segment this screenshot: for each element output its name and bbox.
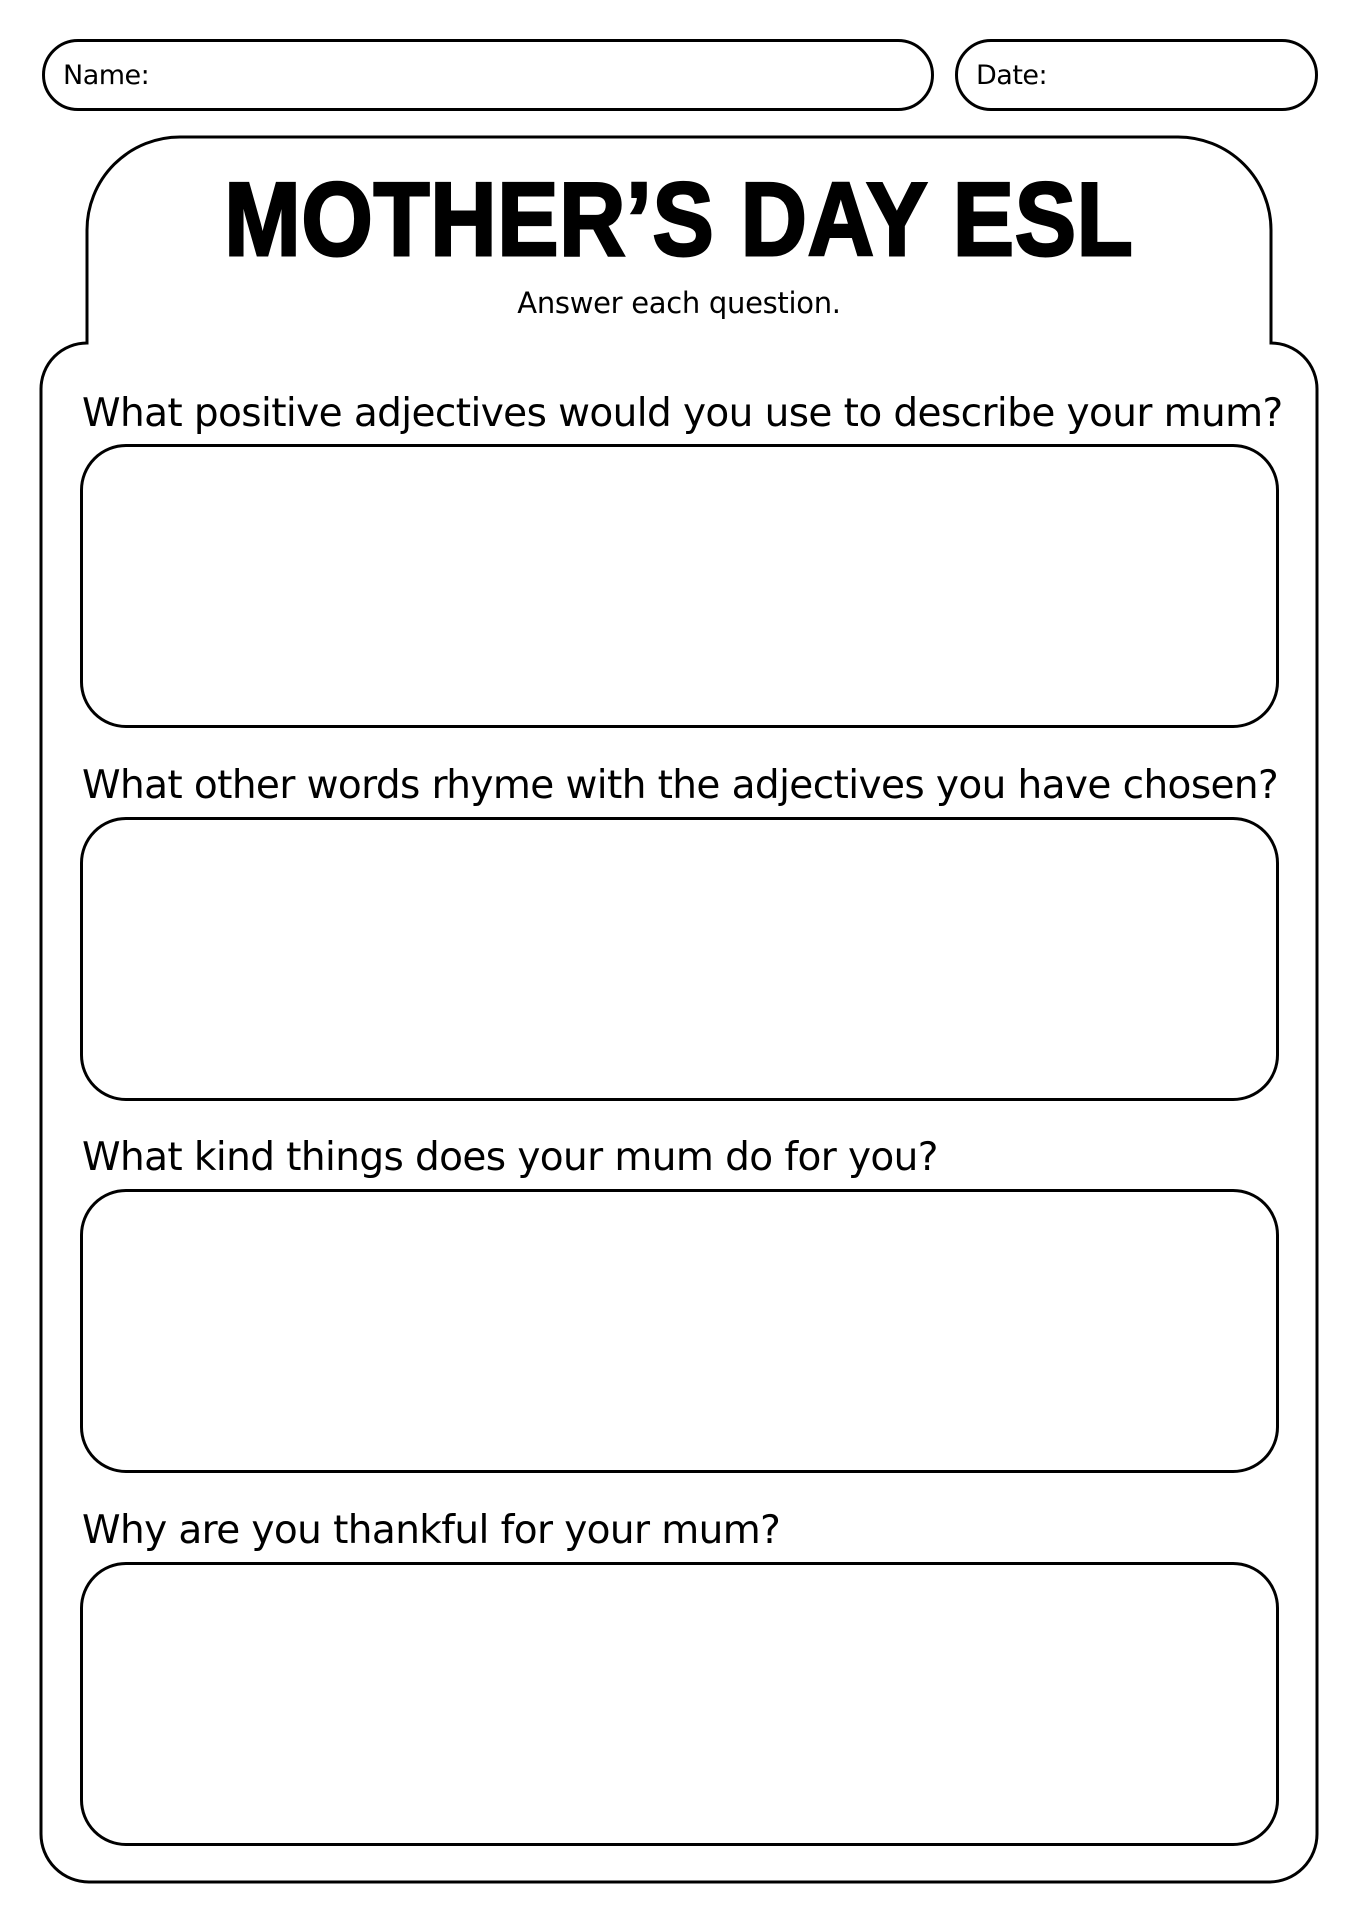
question-2-label: What other words rhyme with the adjectives you have chosen? — [82, 763, 1279, 808]
answer-box-3[interactable] — [80, 1189, 1279, 1473]
question-4-label: Why are you thankful for your mum? — [82, 1508, 781, 1553]
date-label: Date: — [976, 60, 1048, 91]
question-3-label: What kind things does your mum do for you? — [82, 1135, 938, 1180]
answer-box-2[interactable] — [80, 817, 1279, 1101]
instructions: Answer each question. — [517, 286, 841, 320]
page-title: MOTHER’S DAY ESL — [224, 162, 1134, 278]
question-1-label: What positive adjectives would you use to describe your mum? — [82, 391, 1283, 436]
name-label: Name: — [63, 60, 150, 91]
answer-box-1[interactable] — [80, 444, 1279, 728]
answer-box-4[interactable] — [80, 1562, 1279, 1846]
